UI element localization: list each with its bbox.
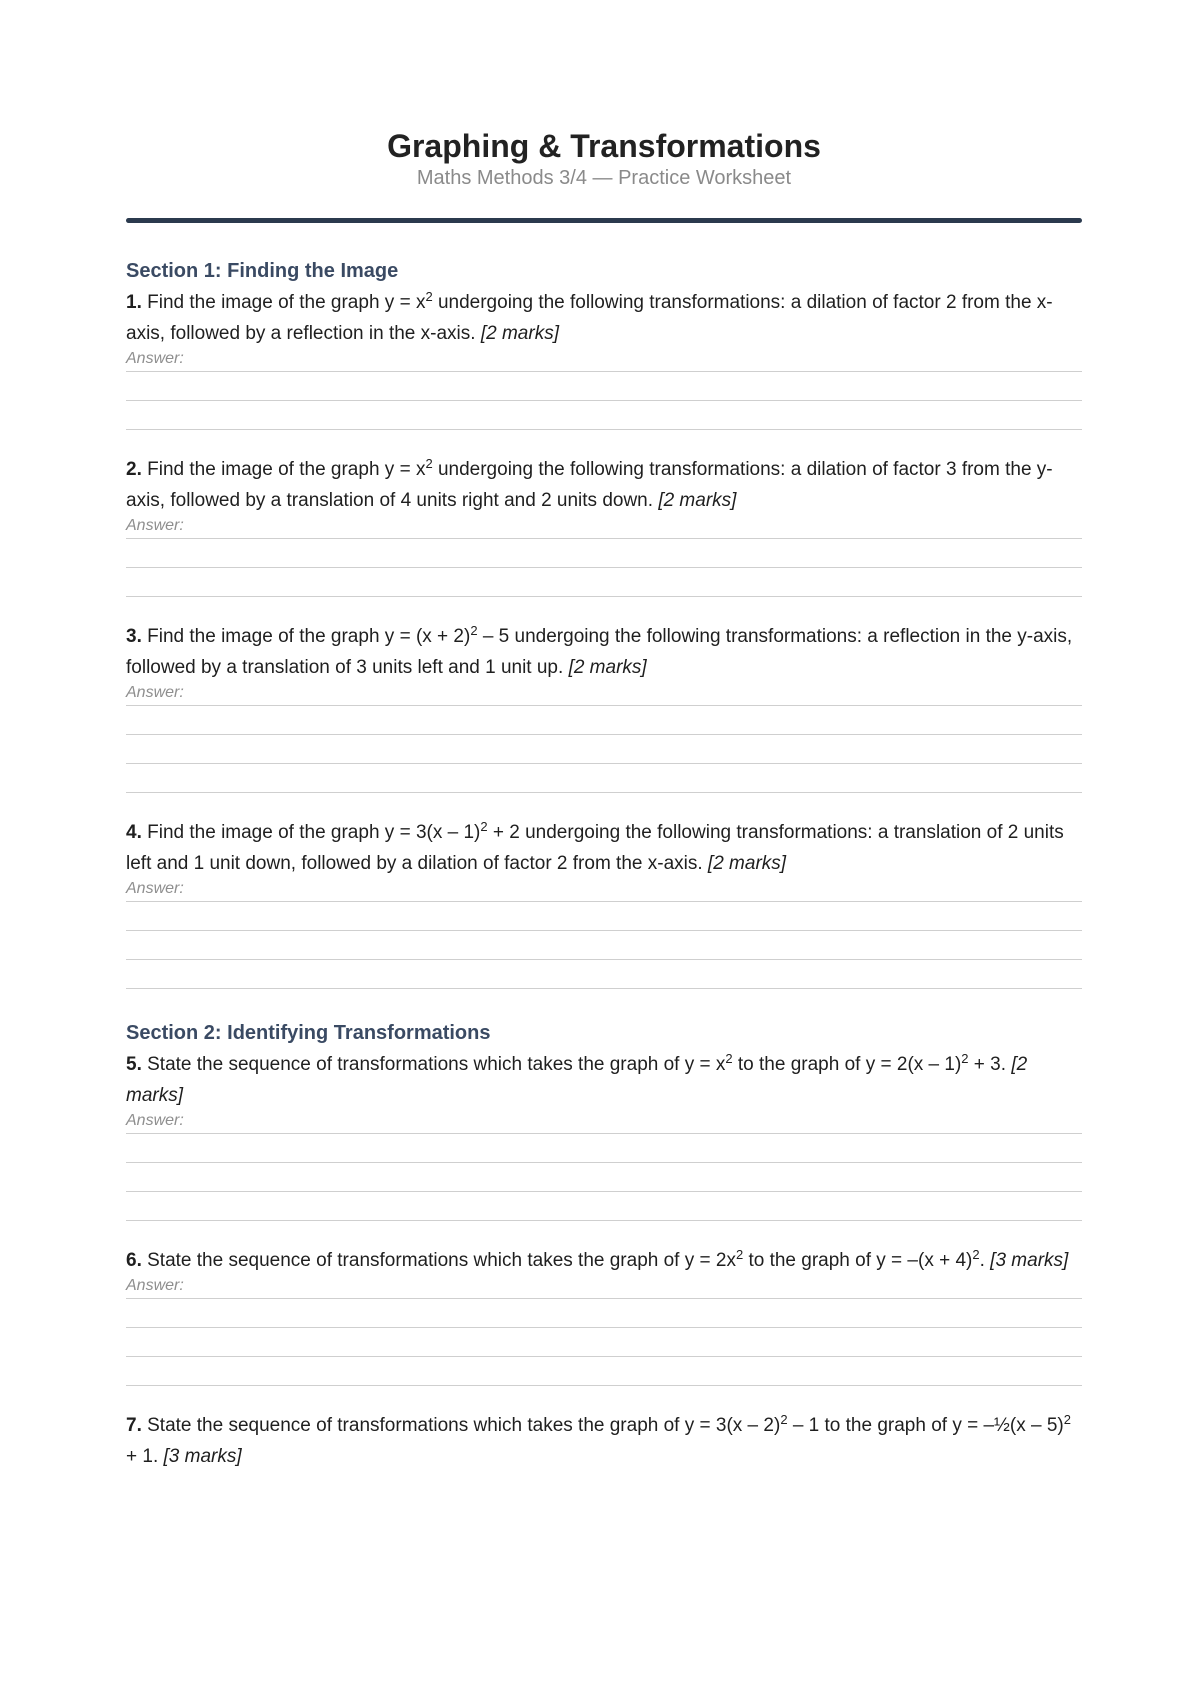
exponent: 2 — [735, 1247, 744, 1262]
answer-line — [126, 1298, 1082, 1299]
question-6 — [126, 1245, 1082, 1276]
question-text: . — [979, 1250, 991, 1271]
exponent: 2 — [470, 623, 478, 638]
exponent: 2 — [961, 1051, 969, 1066]
question-text: + 3. — [968, 1054, 1012, 1075]
question-3 — [126, 621, 1082, 683]
question-number: 7. — [126, 1415, 142, 1436]
answer-area[interactable] — [126, 901, 1082, 989]
question-text: – 5 undergoing the following transformations: a reflection in the y-axis, followed by a translation of 3 units left and 1 unit up. — [126, 626, 1073, 678]
question-text: to the graph of y = 2(x – 1) — [732, 1054, 962, 1075]
title-divider — [126, 218, 1082, 223]
question-7 — [126, 1410, 1082, 1472]
answer-line — [126, 400, 1082, 401]
answer-line — [126, 371, 1082, 372]
answer-area[interactable] — [126, 705, 1082, 793]
question-text: undergoing the following transformations: a dilation of factor 2 from the x-axis, followed by a reflection in the x-axis. — [126, 292, 1053, 344]
answer-label: Answer: — [126, 880, 184, 897]
marks-label: [2 marks] — [480, 323, 559, 344]
question-2 — [126, 454, 1082, 516]
marks-label: [3 marks] — [990, 1250, 1069, 1271]
answer-label: Answer: — [126, 1112, 184, 1129]
answer-line — [126, 763, 1082, 764]
answer-line — [126, 959, 1082, 960]
answer-line — [126, 1385, 1082, 1386]
worksheet-page — [126, 0, 1082, 1472]
question-text: Find the image of the graph y = x — [141, 459, 426, 480]
answer-line — [126, 1191, 1082, 1192]
question-number: 2. — [126, 459, 142, 480]
exponent: 2 — [780, 1412, 788, 1427]
question-text: Find the image of the graph y = (x + 2) — [141, 626, 471, 647]
page-subtitle: Maths Methods 3/4 — Practice Worksheet — [416, 167, 792, 189]
answer-line — [126, 538, 1082, 539]
answer-line — [126, 1220, 1082, 1221]
marks-label: [3 marks] — [163, 1446, 242, 1467]
answer-line — [126, 1162, 1082, 1163]
question-number: 6. — [126, 1250, 142, 1271]
question-1 — [126, 287, 1082, 349]
exponent: 2 — [1063, 1412, 1071, 1427]
exponent: 2 — [480, 819, 488, 834]
question-text: to the graph of y = –(x + 4) — [743, 1250, 973, 1271]
question-text: State the sequence of transformations which takes the graph of y = 3(x – 2) — [141, 1415, 781, 1436]
question-4 — [126, 817, 1082, 879]
exponent: 2 — [725, 1051, 733, 1066]
question-number: 1. — [126, 292, 142, 313]
question-text: State the sequence of transformations which takes the graph of y = 2x — [141, 1250, 736, 1271]
answer-line — [126, 930, 1082, 931]
answer-line — [126, 1327, 1082, 1328]
answer-area[interactable] — [126, 1133, 1082, 1221]
answer-line — [126, 429, 1082, 430]
question-number: 3. — [126, 626, 142, 647]
answer-area[interactable] — [126, 538, 1082, 597]
marks-label: [2 marks] — [126, 1054, 1028, 1106]
answer-line — [126, 734, 1082, 735]
exponent: 2 — [425, 289, 433, 304]
answer-label: Answer: — [126, 684, 184, 701]
answer-area[interactable] — [126, 371, 1082, 430]
marks-label: [2 marks] — [707, 853, 787, 874]
question-text: + 1. — [126, 1446, 164, 1467]
section-2-heading: Section 2: Identifying Transformations — [126, 1022, 491, 1044]
question-text: – 1 to the graph of y = –½(x – 5) — [787, 1415, 1064, 1436]
question-text: + 2 undergoing the following transformations: a translation of 2 units left and 1 unit down, followed by a dilation of factor 2 from the x-axis. — [126, 822, 1064, 874]
question-text: Find the image of the graph y = 3(x – 1) — [141, 822, 481, 843]
answer-area[interactable] — [126, 1298, 1082, 1386]
answer-line — [126, 792, 1082, 793]
question-5 — [126, 1049, 1082, 1111]
answer-label: Answer: — [126, 1277, 184, 1294]
marks-label: [2 marks] — [568, 657, 647, 678]
marks-label: [2 marks] — [658, 490, 737, 511]
answer-line — [126, 1356, 1082, 1357]
answer-line — [126, 901, 1082, 902]
answer-label: Answer: — [126, 517, 184, 534]
page-title: Graphing & Transformations — [387, 128, 821, 164]
question-text: Find the image of the graph y = x — [141, 292, 426, 313]
exponent: 2 — [425, 456, 433, 471]
question-text: undergoing the following transformations: a dilation of factor 3 from the y-axis, followed by a translation of 4 units right and 2 units down. — [126, 459, 1053, 511]
answer-line — [126, 596, 1082, 597]
question-number: 4. — [126, 822, 142, 843]
question-number: 5. — [126, 1054, 142, 1075]
exponent: 2 — [972, 1247, 980, 1262]
worksheet-header — [126, 0, 1082, 223]
answer-line — [126, 1133, 1082, 1134]
answer-line — [126, 988, 1082, 989]
question-text: State the sequence of transformations which takes the graph of y = x — [141, 1054, 726, 1075]
section-1-heading: Section 1: Finding the Image — [126, 260, 399, 282]
answer-line — [126, 705, 1082, 706]
answer-label: Answer: — [126, 350, 184, 367]
answer-line — [126, 567, 1082, 568]
